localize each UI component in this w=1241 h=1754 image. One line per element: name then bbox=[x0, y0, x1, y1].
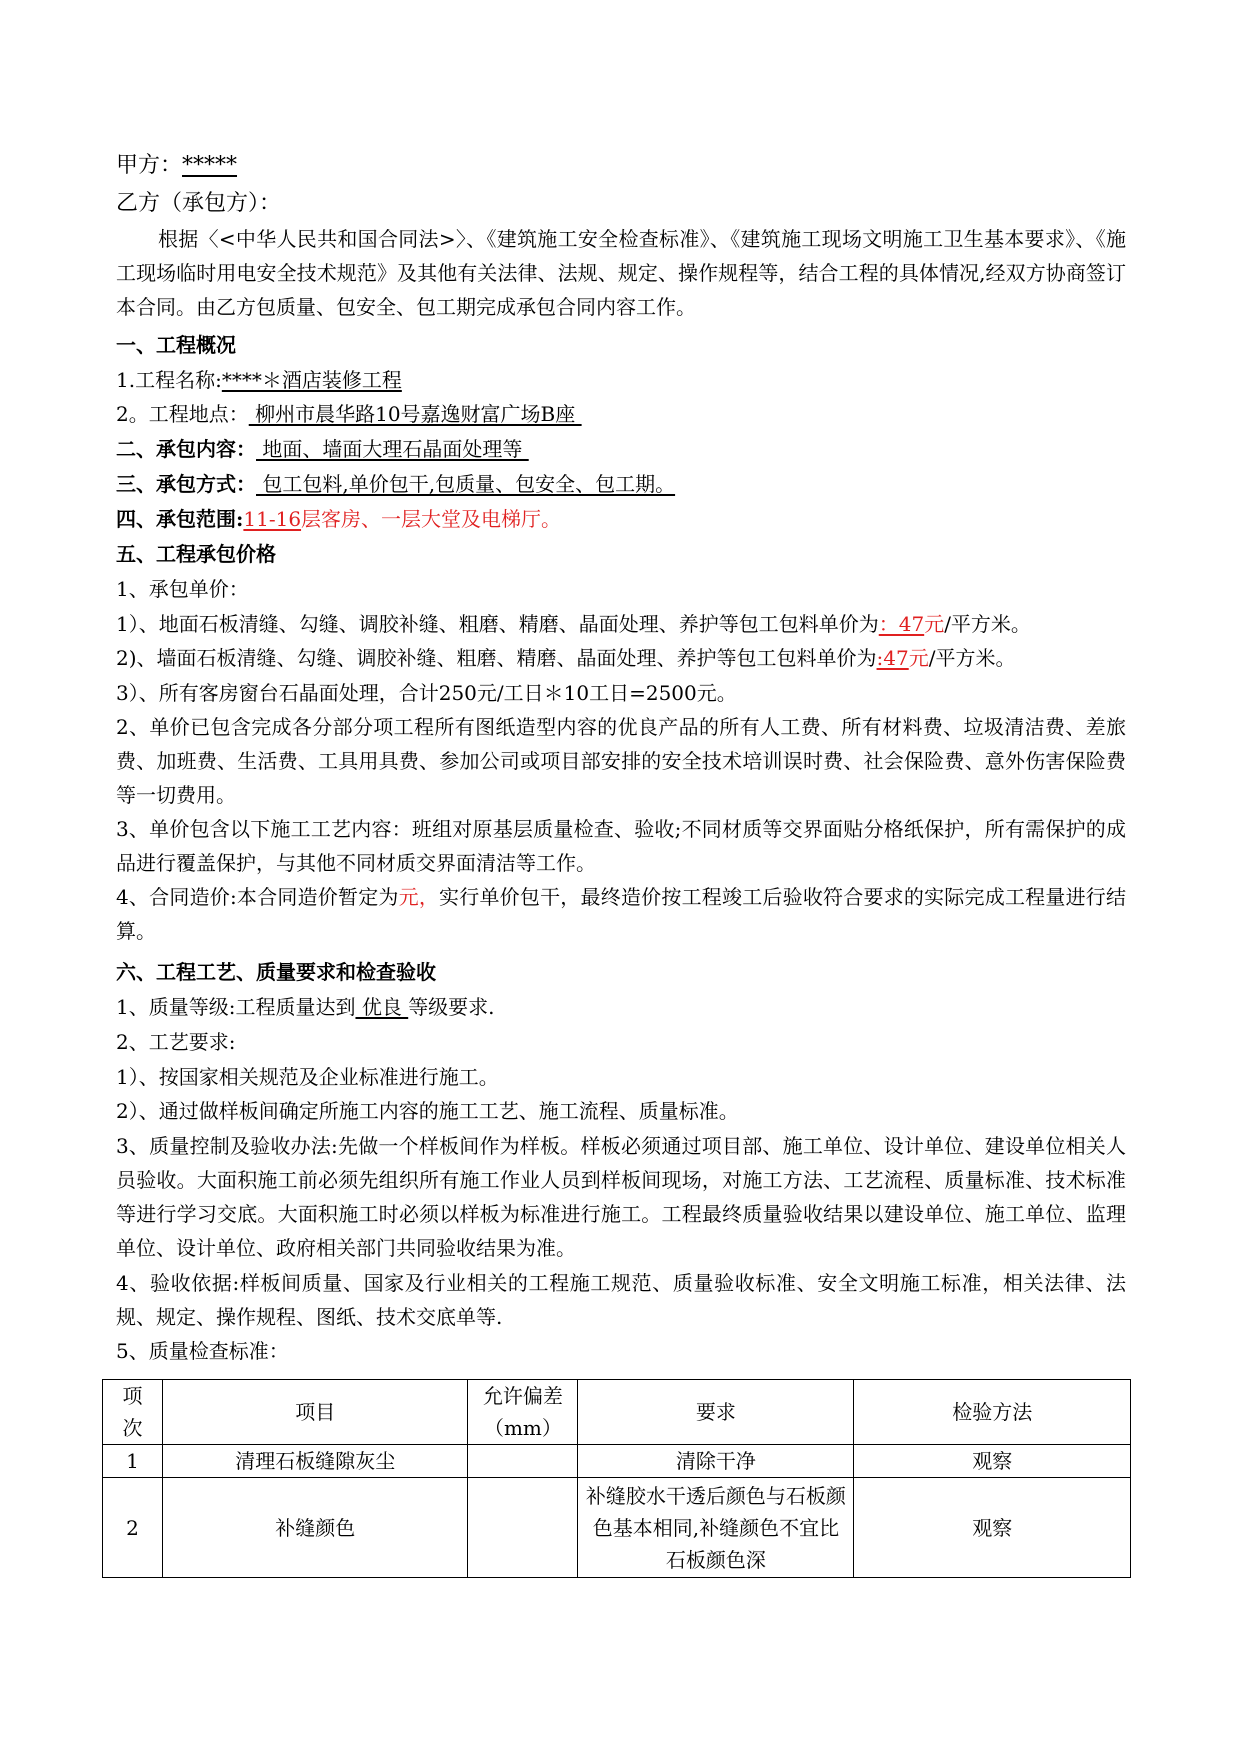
project-name-label: 1.工程名称: bbox=[116, 368, 222, 392]
contract-price-text: 4、合同造价:本合同造价暂定为 bbox=[116, 885, 399, 909]
section-2-value: 地面、墙面大理石晶面处理等 bbox=[256, 437, 529, 461]
section-1-title: 一、工程概况 bbox=[116, 333, 236, 357]
project-name-line bbox=[116, 368, 402, 392]
price-inclusion-paragraph: 2、单价已包含完成各分部分项工程所有图纸造型内容的优良产品的所有人工费、所有材料费、垃圾清洁费、差旅费、加班费、生活费、工具用具费、参加公司或项目部安排的安全技术培训误时费、社会保险费、意外伤害保险费等一切费用。 bbox=[116, 715, 1126, 807]
contract-price-paragraph bbox=[116, 880, 1126, 948]
section-3-line bbox=[116, 472, 675, 496]
wall-price-unit: 元 bbox=[908, 646, 929, 670]
row-item: 清理石板缝隙灰尘 bbox=[162, 1445, 468, 1478]
row-method: 观察 bbox=[854, 1478, 1131, 1578]
row-requirement: 补缝胶水干透后颜色与石板颜色基本相同,补缝颜色不宜比石板颜色深 bbox=[578, 1478, 854, 1578]
party-a-label: 甲方： bbox=[116, 153, 183, 178]
quality-standard-heading: 5、质量检查标准： bbox=[116, 1339, 289, 1363]
row-method: 观察 bbox=[854, 1445, 1131, 1478]
unit-price-heading: 1、承包单价： bbox=[116, 577, 249, 601]
section-4-title: 四、承包范围: bbox=[116, 507, 244, 531]
intro-paragraph: 根据〈<中华人民共和国合同法>〉、《建筑施工安全检查标准》、《建筑施工现场文明施工卫生基本要求》、《施工现场临时用电安全技术规范》及其他有关法律、法规、规定、操作规程等，结合工程的具体情况,经双方协商签订本合同。由乙方包质量、包安全、包工期完成承包合同内容工作。 bbox=[116, 227, 1126, 319]
party-a-line bbox=[116, 152, 237, 180]
row-requirement: 清除干净 bbox=[578, 1445, 854, 1478]
party-a-value: ***** bbox=[182, 153, 238, 178]
quality-level-text: 1、质量等级:工程质量达到 bbox=[116, 995, 356, 1019]
floor-price-text: 1）、地面石板清缝、勾缝、调胶补缝、粗磨、精磨、晶面处理、养护等包工包料单价为 bbox=[116, 612, 879, 636]
section-2-title: 二、承包内容： bbox=[116, 437, 256, 461]
project-address-label: 2。工程地点： bbox=[116, 402, 249, 426]
quality-level-suffix: 等级要求. bbox=[408, 995, 495, 1019]
row-item: 补缝颜色 bbox=[162, 1478, 468, 1578]
row-tolerance bbox=[468, 1445, 578, 1478]
process-inclusion-paragraph: 3、单价包含以下施工工艺内容：班组对原基层质量检查、验收;不同材质等交界面贴分格纸保护，所有需保护的成品进行覆盖保护，与其他不同材质交界面清洁等工作。 bbox=[116, 817, 1126, 875]
process-requirement-2: 2）、通过做样板间确定所施工内容的施工工艺、施工流程、质量标准。 bbox=[116, 1099, 739, 1123]
row-no: 2 bbox=[103, 1478, 163, 1578]
wall-price-suffix: /平方米。 bbox=[928, 646, 1016, 670]
project-address-value: 柳州市晨华路10号嘉逸财富广场B座 bbox=[248, 402, 582, 426]
party-b-label: 乙方（承包方）： bbox=[116, 191, 282, 216]
table-row bbox=[103, 1445, 1131, 1478]
section-5-title: 五、工程承包价格 bbox=[116, 542, 276, 566]
floor-price-unit: 元 bbox=[924, 612, 945, 636]
section-3-title: 三、承包方式： bbox=[116, 472, 256, 496]
section-2-line bbox=[116, 437, 529, 461]
process-requirement-1: 1）、按国家相关规范及企业标准进行施工。 bbox=[116, 1065, 499, 1089]
windowsill-price-line: 3）、所有客房窗台石晶面处理，合计250元/工日＊10工日=2500元。 bbox=[116, 681, 737, 705]
floor-price-value: ：47 bbox=[878, 612, 925, 636]
row-no: 1 bbox=[103, 1445, 163, 1478]
project-address-line bbox=[116, 402, 582, 426]
row-tolerance bbox=[468, 1478, 578, 1578]
header-item: 项目 bbox=[162, 1380, 468, 1445]
project-name-value: ****＊酒店装修工程 bbox=[221, 368, 402, 392]
floor-price-line bbox=[116, 612, 1031, 636]
quality-control-paragraph: 3、质量控制及验收办法:先做一个样板间作为样板。样板必须通过项目部、施工单位、设计单位、建设单位相关人员验收。大面积施工前必须先组织所有施工作业人员到样板间现场，对施工方法、工艺流程、质量标准、技术标准等进行学习交底。大面积施工时必须以样板为标准进行施工。工程最终质量验收结果以建设单位、施工单位、监理单位、设计单位、政府相关部门共同验收结果为准。 bbox=[116, 1134, 1126, 1260]
contract-price-rest: 实行单价包干，最终造价按工程竣工后验收符合要求的实际完成工程量进行结算。 bbox=[116, 885, 1126, 943]
section-4-line bbox=[116, 507, 561, 531]
section-3-value: 包工包料,单价包干,包质量、包安全、包工期。 bbox=[256, 472, 676, 496]
acceptance-basis-paragraph: 4、验收依据:样板间质量、国家及行业相关的工程施工规范、质量验收标准、安全文明施工标准，相关法律、法规、规定、操作规程、图纸、技术交底单等. bbox=[116, 1271, 1126, 1329]
wall-price-value: :47 bbox=[876, 646, 909, 670]
section-6-title: 六、工程工艺、质量要求和检查验收 bbox=[116, 960, 436, 984]
quality-level-line bbox=[116, 995, 495, 1019]
section-4-floors: 11-16 bbox=[243, 507, 302, 531]
header-requirement: 要求 bbox=[578, 1380, 854, 1445]
header-no: 项次 bbox=[103, 1380, 163, 1445]
party-b-line bbox=[116, 190, 281, 218]
quality-level-value: 优良 bbox=[355, 995, 409, 1019]
contract-price-unit: 元， bbox=[398, 885, 440, 909]
wall-price-line bbox=[116, 646, 1015, 670]
header-method: 检验方法 bbox=[854, 1380, 1131, 1445]
table-row bbox=[103, 1478, 1131, 1578]
header-tolerance: 允许偏差（mm） bbox=[468, 1380, 578, 1445]
process-requirements-heading: 2、工艺要求: bbox=[116, 1030, 236, 1054]
section-4-scope: 层客房、一层大堂及电梯厅。 bbox=[301, 507, 562, 531]
quality-check-table bbox=[102, 1379, 1131, 1578]
floor-price-suffix: /平方米。 bbox=[944, 612, 1031, 636]
table-header-row bbox=[103, 1380, 1131, 1445]
wall-price-text: 2)、墙面石板清缝、勾缝、调胶补缝、粗磨、精磨、晶面处理、养护等包工包料单价为 bbox=[116, 646, 877, 670]
